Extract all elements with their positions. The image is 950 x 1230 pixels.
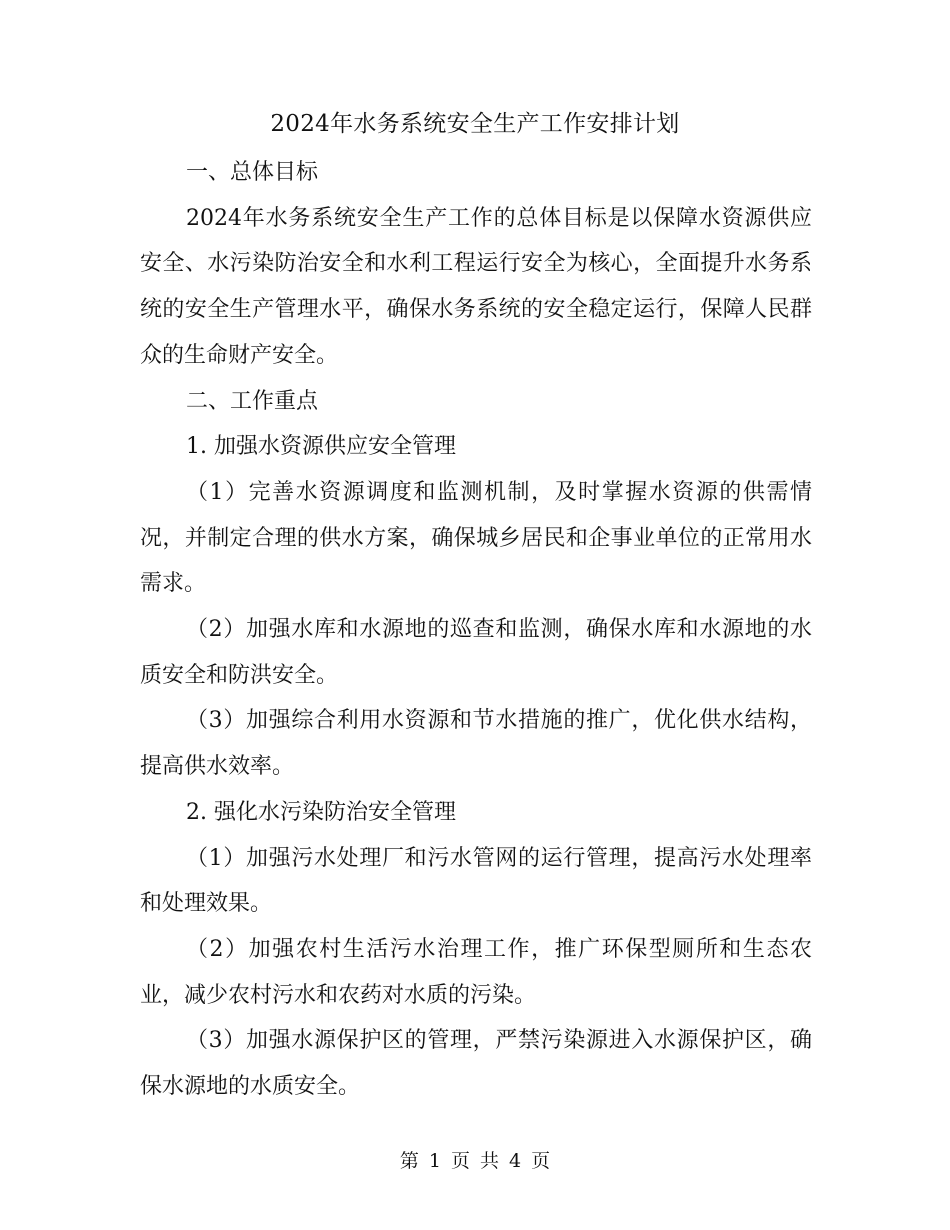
paragraph-pollution-control-3: （3）加强水源保护区的管理，严禁污染源进入水源保护区，确保水源地的水质安全。 xyxy=(140,1028,812,1100)
section-heading-overall-goal: 一、总体目标 xyxy=(186,160,319,185)
paragraph-pollution-control-2: （2）加强农村生活污水治理工作，推广环保型厕所和生态农业，减少农村污水和农药对水质的污染。 xyxy=(140,936,812,1008)
paragraph-overall-goal: 2024年水务系统安全生产工作的总体目标是以保障水资源供应安全、水污染防治安全和水利工程运行安全为核心，全面提升水务系统的安全生产管理水平，确保水务系统的安全稳定运行，保障人民群众的生命财产安全。 xyxy=(140,205,812,368)
paragraph-pollution-control-1: （1）加强污水处理厂和污水管网的运行管理，提高污水处理率和处理效果。 xyxy=(140,845,812,917)
section-heading-work-focus: 二、工作重点 xyxy=(186,388,319,414)
subheading-pollution-control: 2. 强化水污染防治安全管理 xyxy=(186,799,456,825)
document-title: 2024年水务系统安全生产工作安排计划 xyxy=(270,111,680,137)
page-footer: 第 1 页 共 4 页 xyxy=(399,1150,551,1172)
subheading-water-supply: 1. 加强水资源供应安全管理 xyxy=(186,434,456,460)
paragraph-water-supply-3: （3）加强综合利用水资源和节水措施的推广，优化供水结构，提高供水效率。 xyxy=(140,708,812,780)
paragraph-water-supply-2: （2）加强水库和水源地的巡查和监测，确保水库和水源地的水质安全和防洪安全。 xyxy=(140,617,812,688)
paragraph-water-supply-1: （1）完善水资源调度和监测机制，及时掌握水资源的供需情况，并制定合理的供水方案，确保城乡居民和企事业单位的正常用水需求。 xyxy=(140,479,812,597)
document-body xyxy=(140,150,812,1110)
